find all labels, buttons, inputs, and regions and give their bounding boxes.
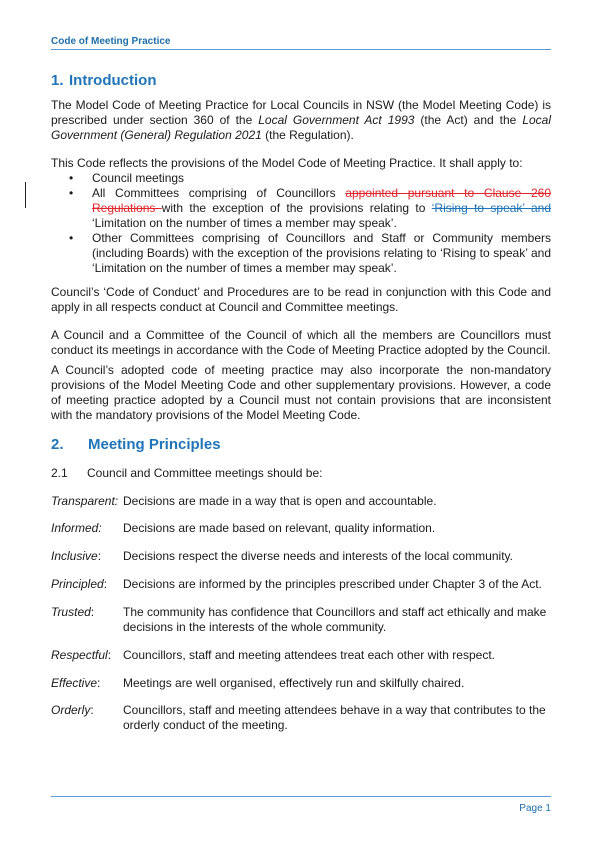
applies-to-list: [51, 171, 551, 276]
list-item: • Other Committees comprising of Councillors and Staff or Community members (including Boards) with the exception of the provisions relating to ‘Rising to speak’ and ‘Limitation on the number of times a member may speak’.: [51, 231, 551, 276]
principle-description: Meetings are well organised, effectively run and skilfully chaired.: [123, 676, 465, 690]
text-run: ‘Limitation on the number of times a member may speak’.: [92, 216, 397, 230]
term-text: Principled: [51, 577, 104, 591]
section-1-heading: [51, 72, 156, 89]
list-item: • Council meetings: [51, 171, 551, 186]
principle-description: Decisions are made based on relevant, quality information.: [123, 521, 436, 535]
intro-paragraph-1: [51, 98, 551, 143]
principle-term: Effective:: [51, 676, 101, 690]
principle-term: Transparent:: [51, 494, 119, 508]
principle-description: Decisions respect the diverse needs and interests of the local community.: [123, 549, 513, 563]
text-run: The Model Code of Meeting Practice for Local Councils in NSW (the Model Meeting Code) is prescribed under section 360 of the: [51, 98, 551, 127]
principle-description: Councillors, staff and meeting attendees treat each other with respect.: [123, 648, 495, 662]
intro-paragraph-4: A Council and a Committee of the Council of which all the members are Councillors must conduct its meetings in accordance with the Code of Meeting Practice adopted by the Council.: [51, 328, 551, 357]
list-item: [51, 186, 551, 231]
principle-term: Respectful:: [51, 648, 112, 662]
revision-change-bar: [25, 182, 26, 208]
act-title: Local Government Act 1993: [258, 113, 415, 127]
principle-term: Orderly:: [51, 703, 94, 717]
intro-paragraph-2: This Code reflects the provisions of the Model Code of Meeting Practice. It shall apply to:: [51, 156, 523, 170]
principle-term: Inclusive:: [51, 549, 102, 563]
text-run: (the Act) and the: [414, 113, 523, 127]
text-run: (the Regulation).: [261, 128, 354, 142]
section-2-number: 2.: [51, 436, 64, 453]
principle-term: Informed:: [51, 521, 102, 535]
subclause-2-1: [51, 466, 322, 481]
intro-paragraph-3: Council’s ‘Code of Conduct’ and Procedures are to be read in conjunction with this Code and apply in all respects conduct at Council and Committee meetings.: [51, 285, 551, 314]
intro-paragraph-5: A Council’s adopted code of meeting practice may also incorporate the non-mandatory provisions of the Model Meeting Code and other supplementary provisions. However, a code of meeting practice adopted by a Council must not contain provisions that are inconsistent with the mandatory provisions of the Model Meeting Code.: [51, 363, 551, 422]
running-header-title: Code of Meeting Practice: [51, 36, 171, 47]
principle-description: Decisions are informed by the principles prescribed under Chapter 3 of the Act.: [123, 577, 542, 591]
principle-description: The community has confidence that Councillors and staff act ethically and make decisions in the interests of the whole community.: [123, 605, 547, 634]
regulation-title: Local Government (General) Regulation 2021: [51, 113, 551, 142]
term-text: Effective: [51, 676, 98, 690]
subclause-text: Council and Committee meetings should be:: [87, 466, 323, 480]
section-2-heading: [51, 436, 221, 453]
term-text: Trusted: [51, 605, 91, 619]
principle-term: Trusted:: [51, 605, 95, 619]
page-number: Page 1: [519, 803, 551, 814]
term-text: Orderly: [51, 703, 91, 717]
term-text: Inclusive: [51, 549, 98, 563]
deleted-text: ‘Rising to speak’ and: [431, 201, 551, 215]
header-divider: [51, 49, 551, 50]
section-1-number: 1.: [51, 72, 64, 89]
section-1-title: Introduction: [69, 72, 157, 89]
deleted-text: appointed pursuant to Clause 260 Regulations: [92, 186, 551, 215]
text-run: with the exception of the provisions relating to: [161, 201, 432, 215]
principle-description: Councillors, staff and meeting attendees behave in a way that contributes to the orderly conduct of the meeting.: [123, 703, 546, 732]
principle-description: Decisions are made in a way that is open and accountable.: [123, 494, 437, 508]
text-run: All Committees comprising of Councillors: [92, 186, 346, 200]
term-text: Respectful: [51, 648, 108, 662]
footer-divider: [51, 796, 551, 797]
section-2-title: Meeting Principles: [88, 436, 221, 453]
subclause-number: 2.1: [51, 466, 68, 480]
principle-term: Principled:: [51, 577, 108, 591]
